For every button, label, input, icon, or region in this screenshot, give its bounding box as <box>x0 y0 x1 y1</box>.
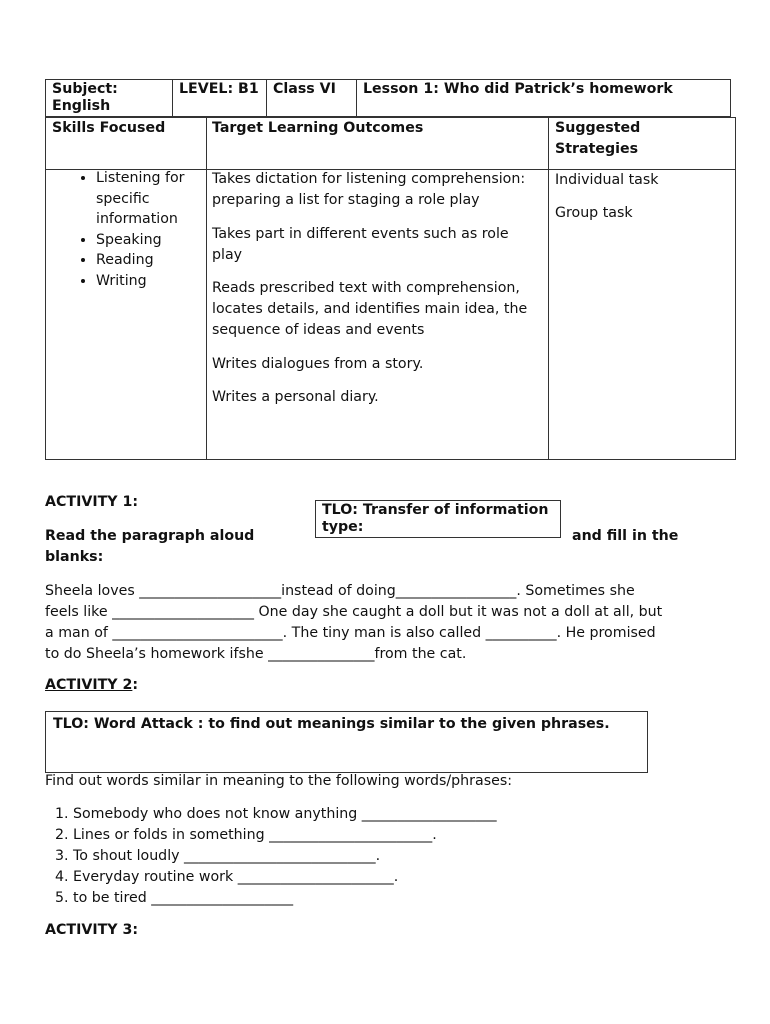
skills-column-header: Skills Focused <box>52 120 166 136</box>
activity-2-title <box>45 677 138 693</box>
word-meaning-item: 2. Lines or folds in something _______________________. <box>73 825 497 846</box>
outcome-item: Writes a personal diary. <box>212 389 379 405</box>
learning-outcomes-table <box>45 117 736 460</box>
activity-1-instruction-cont: and fill in the <box>572 528 679 544</box>
paragraph-line: feels like ____________________ One day she caught a doll but it was not a doll at all, but <box>45 604 663 620</box>
strategies-list <box>555 170 730 236</box>
outcome-item: Reads prescribed text with comprehension, locates details, and identifies main idea, the sequence of ideas and events <box>212 280 528 338</box>
outcome-item: Writes dialogues from a story. <box>212 355 424 372</box>
lesson-header-table <box>45 79 731 117</box>
tlo-word-attack-box <box>45 711 648 773</box>
activity-2-colon: : <box>132 677 139 693</box>
activity-1-title: ACTIVITY 1: <box>45 494 139 510</box>
paragraph-line: Sheela loves ____________________instead of doing_________________. Sometimes she <box>45 583 635 599</box>
word-meaning-item: 1. Somebody who does not know anything ___________________ <box>73 804 497 825</box>
activity-1-instruction: Read the paragraph aloud <box>45 528 255 544</box>
subject-cell <box>46 80 173 116</box>
skill-item: • Speaking <box>96 230 226 251</box>
outcomes-list <box>212 169 542 421</box>
lesson-title: Lesson 1: Who did Patrick’s homework <box>363 81 673 97</box>
outcome-item: Takes dictation for listening comprehension: preparing a list for staging a role play <box>212 171 526 208</box>
level-label: LEVEL: B1 <box>179 81 259 97</box>
strategies-header-line: Strategies <box>555 141 639 157</box>
activity-2-intro: Find out words similar in meaning to the following words/phrases: <box>45 773 512 789</box>
strategy-item: Individual task <box>555 172 659 188</box>
class-cell <box>267 80 357 116</box>
tlo-transfer-box <box>315 500 561 538</box>
skill-item: • Writing <box>96 271 226 292</box>
tlo-column-header: Target Learning Outcomes <box>212 120 424 136</box>
skill-item: • Listening for specific information <box>96 168 226 230</box>
lesson-cell <box>357 80 730 116</box>
activity-2-title-text: ACTIVITY 2 <box>45 677 133 693</box>
paragraph-line: a man of ________________________. The tiny man is also called __________. He promised <box>45 625 656 641</box>
activity-3-title: ACTIVITY 3: <box>45 922 139 938</box>
outcome-item: Takes part in different events such as role play <box>212 225 509 263</box>
activity-1-instruction-end: blanks: <box>45 549 104 565</box>
word-meaning-item: 4. Everyday routine work ______________________. <box>73 867 497 888</box>
strategies-header-line: Suggested <box>555 120 641 136</box>
strategies-column-header <box>555 118 640 160</box>
strategy-item: Group task <box>555 205 633 221</box>
subject-label: Subject: English <box>52 81 118 114</box>
paragraph-line: to do Sheela’s homework ifshe _______________from the cat. <box>45 646 467 662</box>
word-meaning-item: 5. to be tired ____________________ <box>73 888 497 909</box>
skills-list <box>76 168 226 291</box>
fill-in-paragraph <box>45 581 735 665</box>
level-cell <box>173 80 267 116</box>
word-meaning-list <box>45 804 497 909</box>
word-meaning-item: 3. To shout loudly ___________________________. <box>73 846 497 867</box>
tlo-transfer-text: TLO: Transfer of information type: <box>322 502 549 535</box>
skill-item: • Reading <box>96 250 226 271</box>
tlo-word-attack-text: TLO: Word Attack : to find out meanings similar to the given phrases. <box>53 716 610 732</box>
class-label: Class VI <box>273 81 336 97</box>
